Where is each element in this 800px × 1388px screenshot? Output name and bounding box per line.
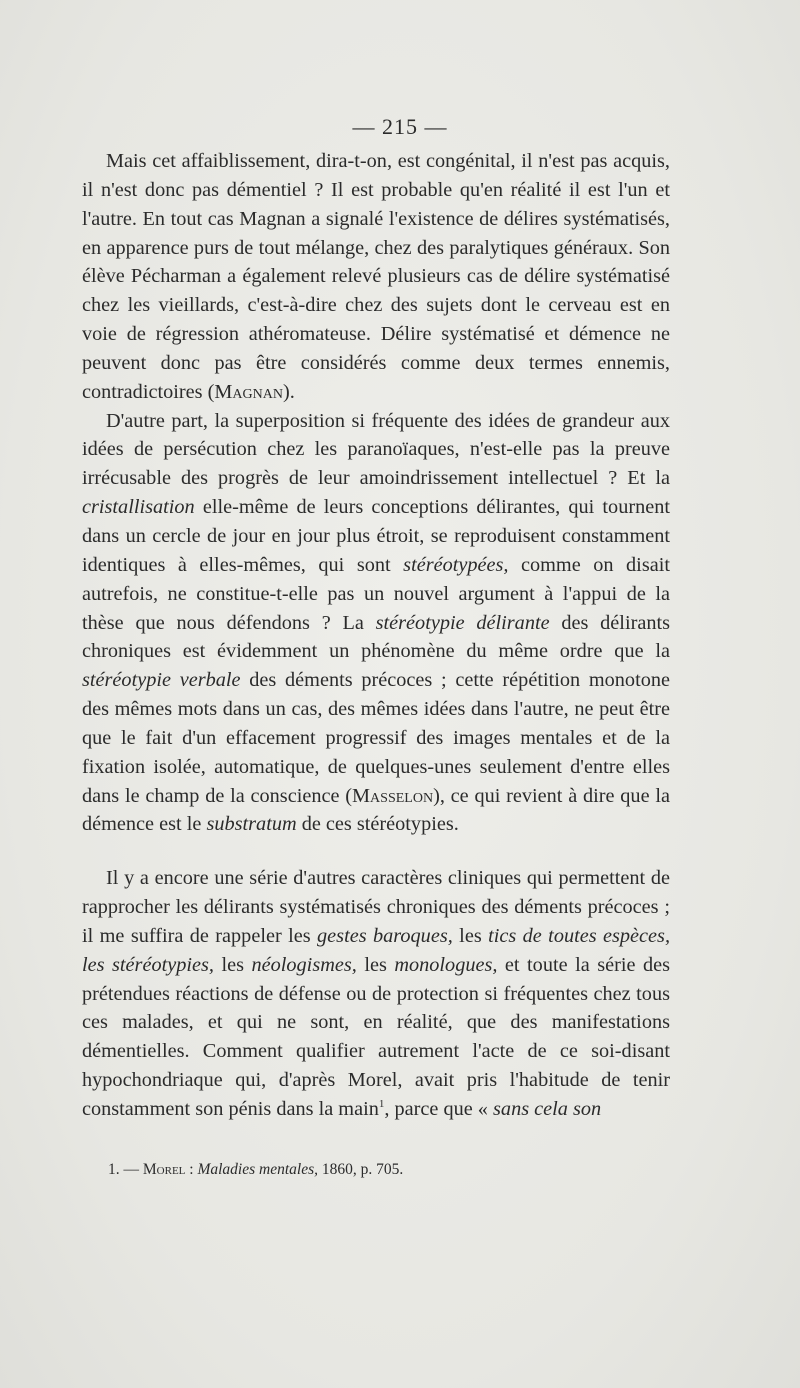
italic-text: tics de toutes espèces, les stéréotypies, (82, 924, 671, 976)
small-caps-name: Magnan (214, 380, 283, 403)
italic-text: cristallisation (82, 496, 195, 519)
italic-text: stéréotypées, (403, 553, 509, 576)
text-run: Mais cet affaiblissement, dira-t-on, est congénital, il n'est pas acquis, il n'est donc pas démentiel ? Il est probable qu'en réalité il est l'un et l'autre. En tout cas Magnan a signalé l'existence de délires systématisés, en apparence purs de tout mélange, chez des paralytiques généraux. Son élève Pécharman a également relevé plusieurs cas de délire systématisé chez les vieillards, c'est-à-dire chez des sujets dont le cerveau est en voie de régression athéromateuse. Délire systématisé et démence ne peuvent donc pas être considérés comme deux termes ennemis, contradictoires ( (82, 150, 670, 403)
text-run: Il y a encore une série d'autres caractères cliniques qui permettent de rapprocher les délirants systématisés chroniques des déments précoces ; il me suffira de rappeler les (82, 867, 670, 947)
italic-text: sans cela son (493, 1098, 602, 1120)
italic-text: stéréotypie verbale (82, 669, 241, 692)
text-run: elle-même de leurs conceptions délirantes, qui tournent dans un cercle de jour en jour plus étroit, se reproduisent constamment identiques à elles-mêmes, qui sont (82, 496, 670, 576)
paragraph (82, 147, 670, 407)
footnote-details: 1860, p. 705. (318, 1161, 404, 1178)
italic-text: substratum (206, 813, 297, 836)
paragraph (82, 864, 670, 1124)
footnote-separator: : (185, 1161, 198, 1178)
footnote-author: Morel (142, 1161, 186, 1178)
text-run: de ces stéréotypies. (296, 813, 459, 836)
text-run: ), ce qui revient à dire que la démence est le (82, 784, 670, 836)
footnote (108, 1160, 668, 1180)
text-run: ). (282, 380, 295, 403)
text-run: les (356, 953, 395, 976)
footnote-title: Maladies mentales, (197, 1161, 318, 1178)
text-run: les (452, 924, 489, 947)
paragraph (82, 407, 670, 840)
text-run: des déments précoces ; cette répétition monotone des mêmes mots dans un cas, des mêmes idées dans l'autre, ne peut être que le fait d'un effacement progressif des images mentales et de la fixation isolée, automatique, de quelques-unes seulement d'entre elles dans le champ de la conscience ( (82, 669, 670, 807)
italic-text: gestes baroques, (317, 924, 453, 947)
text-run: et toute la série des prétendues réactions de défense ou de protection si fréquentes chez tous ces malades, et qui ne sont, en réalité, que des manifestations démentielles. Comment qualifier autrement l'acte de ce soi-disant hypochondriaque qui, d'après Morel, avait pris l'habitude de tenir constamment son pénis dans la main (82, 953, 671, 1120)
text-run: D'autre part, la superposition si fréquente des idées de grandeur aux idées de persécution chez les paranoïaques, n'est-elle pas la preuve irrécusable des progrès de leur amoindrissement intellectuel ? Et la (82, 409, 670, 490)
italic-text: néologismes, (251, 953, 357, 976)
small-caps-name: Masselon (352, 784, 434, 807)
body-text (82, 147, 670, 1124)
text-run: les (213, 953, 252, 976)
text-run: comme on disait autrefois, ne constitue-t-elle pas un nouvel argument à l'appui de la thèse que nous défendons ? La (82, 553, 670, 634)
italic-text: monologues, (394, 953, 498, 976)
footnote-ref: 1 (378, 1098, 385, 1111)
footnote-dash: — (119, 1161, 143, 1178)
text-run: , parce que « (384, 1098, 494, 1120)
page-number: — 215 — (352, 114, 448, 139)
text-run: des délirants chroniques est évidemment un phénomène du même ordre que la (82, 611, 670, 663)
footnote-number: 1. (108, 1161, 120, 1178)
italic-text: stéréotypie délirante (375, 611, 550, 634)
